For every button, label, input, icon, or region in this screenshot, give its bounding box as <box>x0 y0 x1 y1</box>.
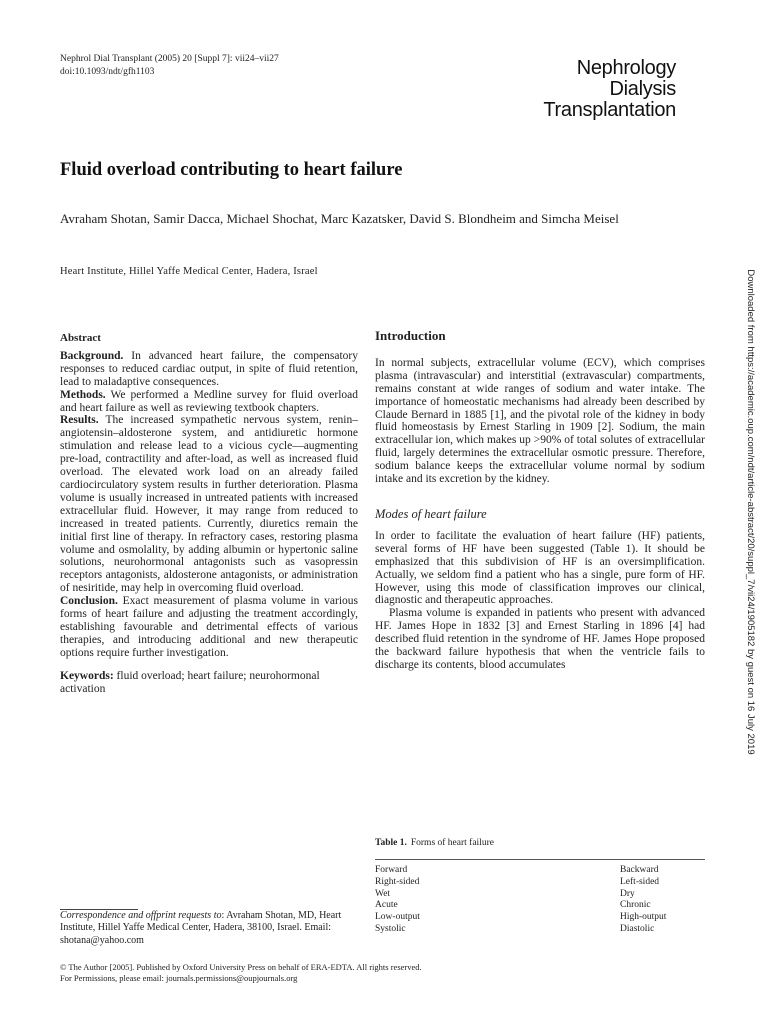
table-row <box>375 877 705 889</box>
keywords-label: Keywords: <box>60 669 114 682</box>
modes-paragraph: Plasma volume is expanded in patients who present with advanced HF. James Hope in 1832 [3] and Ernest Starling in 1896 [4] had described fluid retention in the syndrome of HF. James Hope proposed the backward failure hypothesis that when the ventricle fails to discharge its contents, blood accumulates <box>375 607 705 671</box>
abstract-conclusion <box>60 595 358 660</box>
section-text: In advanced heart failure, the compensatory responses to reduced cardiac output, in spite of fluid retention, lead to maladaptive consequences. <box>60 349 358 388</box>
introduction-heading: Introduction <box>375 328 446 343</box>
correspondence-label: Correspondence and offprint requests to <box>60 910 222 921</box>
correspondence-note <box>60 910 366 947</box>
journal-logo-line: Transplantation <box>543 99 676 121</box>
table-cell: Low-output <box>375 912 420 923</box>
table-row <box>375 889 705 901</box>
table-cell: Dry <box>620 888 635 899</box>
section-text: Exact measurement of plasma volume in various forms of heart failure and adjusting the treatment accordingly, establishing favourable and detrimental effects of various therapies, and introducing additional and new therapeutic options require further investigation. <box>60 595 358 659</box>
journal-logo-line: Dialysis <box>609 78 676 100</box>
table-cell: Diastolic <box>620 923 655 934</box>
table-title: Forms of heart failure <box>410 838 494 848</box>
modes-heading: Modes of heart failure <box>375 506 487 521</box>
section-text: The increased sympathetic nervous system, renin–angiotensin–aldosterone system, and antidiuretic hormone stimulation and release lead to a vicious cycle—augmenting pre-load, contractility and after-load, as well as increased fluid overload. The elevated work load on an already failed cardiocirculatory system results in further deterioration. Plasma volume is usually increased in untreated patients with increased extracellular fluid. However, it may range from reduced to increased in treated patients. Currently, diuretics remain the initial first line of therapy. In refractory cases, restoring plasma volume and osmolality, by adding albumin or hypertonic saline solutions, neurohormonal antagonists such as vasopressin receptors antagonists, aldosterone antagonists, or administration of nesiritide, may help in overcoming fluid overload. <box>60 414 358 595</box>
doi-line: doi:10.1093/ndt/gfh1103 <box>60 66 155 77</box>
section-label: Conclusion. <box>60 595 118 608</box>
table-caption <box>375 838 494 848</box>
table-cell: High-output <box>620 912 667 923</box>
abstract-background <box>60 350 358 389</box>
table-cell: Forward <box>375 865 408 875</box>
abstract-column <box>60 332 358 695</box>
abstract-methods <box>60 389 358 415</box>
table-cell: Wet <box>375 888 391 899</box>
table-row <box>375 900 705 912</box>
table-row <box>375 924 705 936</box>
journal-citation <box>60 53 279 78</box>
introduction-paragraph: In normal subjects, extracellular volume (ECV), which comprises plasma (intravascular) and interstitial (extravascular) compartments, remains constant at wide ranges of sodium and water intake. The importance of homeostatic mechanisms had already been described by Claude Bernard in 1885 [1], and the pivotal role of the kidney in body fluid homeostasis by Ernest Starling in 1909 [2]. Sodium, the main extracellular ion, which makes up >90% of total solutes of extracellular fluid, largely determines the extracellular osmotic pressure. Therefore, sodium balance keeps the extracellular volume normal by sodium intake and its excretion by the kidney. <box>375 356 705 486</box>
download-watermark: Downloaded from https://academic.oup.com/ndt/article-abstract/20/suppl_7/vii24/1905182 by guest on 16 July 2019 <box>745 269 756 755</box>
modes-paragraph: In order to facilitate the evaluation of heart failure (HF) patients, several forms of HF have been suggested (Table 1). It should be emphasized that this subdivision of HF is an oversimplification. Actually, we seldom find a patient who has a single, pure form of HF. However, using this mode of classification improves our clinical, diagnostic and therapeutic approaches. <box>375 529 705 607</box>
body-column <box>375 330 705 672</box>
section-label: Methods. <box>60 388 106 401</box>
affiliation: Heart Institute, Hillel Yaffe Medical Center, Hadera, Israel <box>60 266 318 277</box>
section-label: Background. <box>60 349 124 362</box>
keywords <box>60 670 358 696</box>
table-cell: Left-sided <box>620 876 660 887</box>
abstract-heading: Abstract <box>60 332 101 344</box>
table-label: Table 1. <box>375 838 407 848</box>
article-title: Fluid overload contributing to heart failure <box>60 160 403 180</box>
keywords-text: fluid overload; heart failure; neurohormonal activation <box>60 669 320 695</box>
correspondence-text: : Avraham Shotan, MD, Heart Institute, Hillel Yaffe Medical Center, Hadera, 38100, Israel. Email: shotana@yahoo.com <box>60 910 342 946</box>
table-cell: Chronic <box>620 900 651 911</box>
forms-table <box>375 865 705 936</box>
table-rule <box>375 859 705 860</box>
permissions-line: For Permissions, please email: journals.permissions@oupjournals.org <box>60 972 298 983</box>
table-row <box>375 912 705 924</box>
table-row <box>375 865 705 877</box>
copyright-line: © The Author [2005]. Published by Oxford University Press on behalf of ERA-EDTA. All rights reserved. <box>60 962 422 972</box>
table-cell: Right-sided <box>375 876 420 887</box>
journal-logo-line: Nephrology <box>576 57 676 79</box>
copyright-footer <box>60 962 422 983</box>
abstract-results <box>60 414 358 595</box>
author-list: Avraham Shotan, Samir Dacca, Michael Shochat, Marc Kazatsker, David S. Blondheim and Simcha Meisel <box>60 211 619 226</box>
table-cell: Backward <box>620 865 659 875</box>
table-cell: Acute <box>375 900 398 911</box>
table-cell: Systolic <box>375 923 406 934</box>
section-label: Results. <box>60 414 99 427</box>
journal-logo <box>543 58 676 121</box>
section-text: We performed a Medline survey for fluid overload and heart failure as well as reviewing textbook chapters. <box>60 388 358 414</box>
citation-line: Nephrol Dial Transplant (2005) 20 [Suppl 7]: vii24–vii27 <box>60 54 279 64</box>
